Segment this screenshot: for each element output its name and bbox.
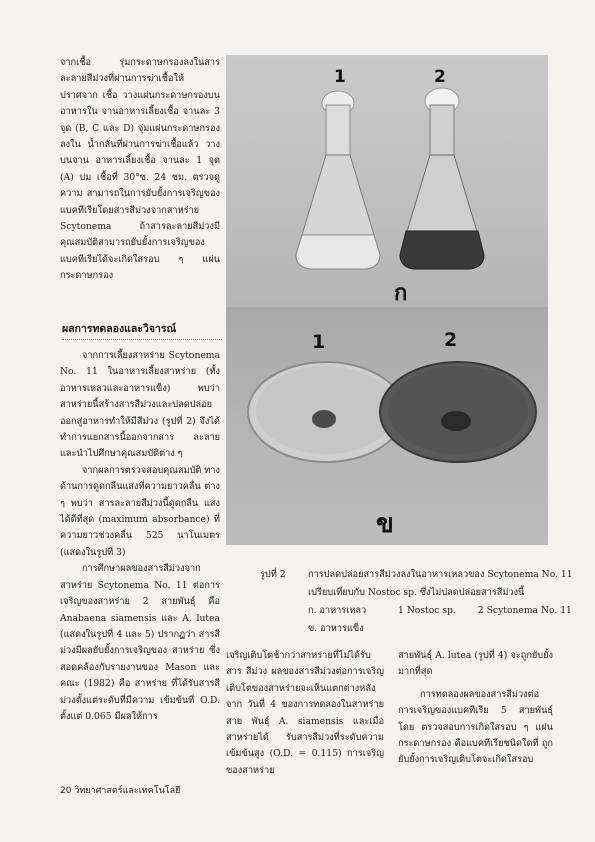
caption-item-1: 1 Nostoc sp. [398,605,456,616]
figure-caption [260,566,573,638]
photo-a-label-1: 1 [334,67,346,87]
petri-dish-2-image [380,362,536,462]
flask-2-image [400,88,484,269]
paragraph-results-2: จากผลการตรวจสอบคุณสมบัติ ทางด้านการดูดกลืนแสงที่ความยาวคลื่น ต่าง ๆ พบว่า สารละลายสีม่วงนี้ดูดกลืน แสงได้ดีที่สุด (maximum absorbance) ที่ความยาวช่วงคลื่น 525 นาโนเมตร (แสดงในรูปที่ 3) [60,464,220,558]
caption-figure-number: รูปที่ 2 [260,569,286,580]
caption-label-liquid: ก. อาหารเหลว [308,605,367,616]
photo-b-label-1: 1 [312,331,326,353]
left-top-paragraph [60,55,220,285]
left-bottom-column [60,348,220,725]
flask-1-image [296,91,380,269]
section-heading-results: ผลการทดลองและวิจารณ์ [62,320,222,340]
middle-column [226,648,384,779]
paragraph-results-3: การศึกษาผลของสารสีม่วงจาก สาหร่าย Scytonema No. 11 ต่อการ เจริญของสาหร่าย 2 สายพันธุ์ คือ Anabaena siamensis และ A. lutea (แสดงในรูปที่ 4 และ 5) ปรากฏว่า สารสีม่วงมีผลยับยั้งการเจริญของ สาหร่าย ซึ่งสอดคล้องกับรายงานของ Mason และคณะ (1982) คือ สาหร่าย ที่ได้รับสารสีม่วงตั้งแต่ระดับที่มีความ เข้มข้นที่ O.D. ตั้งแต่ 0.065 มีผลให้การ [60,563,220,722]
photo-a-label-ko: ก [394,281,408,306]
caption-item-2: 2 Scytonema No. 11 [477,605,572,616]
paragraph-lutea: สายพันธุ์ A. lutea (รูปที่ 4) จะถูกยับยั้ง มากที่สุด [398,650,553,678]
photo-flasks [226,55,548,307]
photo-a-label-2: 2 [434,67,446,87]
photo-petri-dishes [226,307,548,545]
right-column [398,648,553,769]
photo-b-label-kho: ข [376,509,394,539]
paragraph-methods: จากเชื้อ รุ่มกระดาษกรองลงในสาร ละลายสีม่วงที่ผ่านการฆ่าเชื้อให้ปราศจาก เชื้อ วางแผ่นกระดาษกรองบนอาหารใน จานอาหารเลี้ยงเชื้อ จานละ 3 จุด (B, C และ D) จุ่มแผ่นกระดาษกรองลงใน น้ำกลั่นที่ผ่านการฆ่าเชื้อแล้ว วางบนจาน อาหารเลี้ยงเชื้อ จานละ 1 จุด (A) บ่ม เชื้อที่ 30°ซ. 24 ชม. ตรวจดูความ สามารถในการยับยั้งการเจริญของ แบคทีเรียโดยสารสีม่วงจากสาหร่าย Scytonema ถ้าสารละลายสีม่วงมี คุณสมบัติสามารถยับยั้งการเจริญของ แบคทีเรียได้จะเกิดใสรอบ ๆ แผ่น กระดาษกรอง [60,57,220,282]
paragraph-results-1: จากการเลี้ยงสาหร่าย Scytonema No. 11 ในอาหารเลี้ยงสาหร่าย (ทั้ง อาหารเหลวและอาหารแข็ง) พบว่า สาหร่ายนี้สร้างสารสีม่วงและปลดปล่อย ออกสู่อาหารทำให้มีสีม่วง (รูปที่ 2) จึงได้ทำการแยกสารนี้ออกจากสาร ละลาย และนำไปศึกษาคุณสมบัติต่าง ๆ [60,350,220,460]
caption-line-2: เปรียบเทียบกับ Nostoc sp. ซึ่งไม่ปลดปล่อยสารสีม่วงนี้ [308,587,525,598]
page-footer: 20 วิทยาศาสตร์และเทคโนโลยี [60,786,181,796]
flasks-illustration [226,55,548,307]
paragraph-bacteria: การทดลองผลของสารสีม่วงต่อ การเจริญของแบคทีเรีย 5 สายพันธุ์ โดย ตรวจสอบการเกิดใสรอบ ๆ แผ่น กระดาษกรอง คือแบคทีเรียชนิดใดที่ ถูกยับยั้งการเจริญเติบโตจะเกิดใสรอบ [398,688,553,766]
caption-line-1: การปลดปล่อยสารสีม่วงลงในอาหารเหลวของ Scytonema No. 11 [308,569,573,580]
photo-b-label-2: 2 [444,329,458,351]
caption-label-solid: ข. อาหารแข็ง [308,623,364,634]
paragraph-growth: เจริญเติบโตช้ากว่าสาหร่ายที่ไม่ได้รับสาร สีม่วง ผลของสารสีม่วงต่อการเจริญ เติบโตของสาหร่ายจะเห็นแตกต่างหลังจาก วันที่ 4 ของการทดลองในสาหร่ายสาย พันธุ์ A. siamensis และเมื่อสาหร่ายได้ รับสารสีม่วงที่ระดับความเข้มข้นสูง (O.D. = 0.115) การเจริญของสาหร่าย [226,650,384,776]
